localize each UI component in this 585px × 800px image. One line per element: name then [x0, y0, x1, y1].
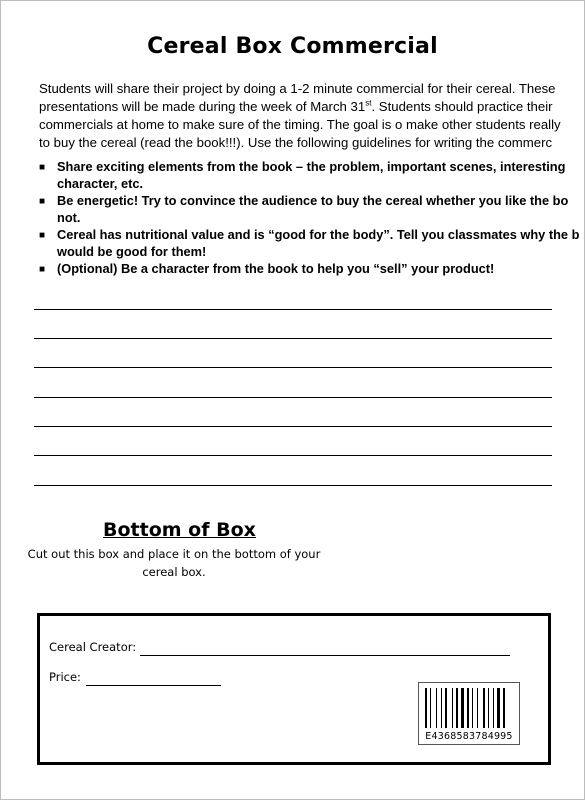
instruction-line: cereal box.: [142, 565, 206, 579]
page-title: Cereal Box Commercial: [147, 34, 438, 59]
list-item-text: Be energetic! Try to convince the audience to buy the cereal whether you like the bo: [57, 193, 569, 208]
intro-line: [39, 98, 585, 116]
barcode-bar: [425, 688, 427, 728]
list-item: [39, 226, 585, 260]
guidelines-list: [39, 158, 585, 278]
writing-line: [34, 397, 552, 398]
barcode-bar: [441, 688, 442, 728]
barcode-bar: [493, 688, 494, 728]
barcode-bar: [436, 688, 437, 728]
barcode-bar: [461, 688, 464, 728]
list-item: [39, 192, 585, 226]
barcode-bar: [445, 688, 447, 728]
barcode-bar: [430, 688, 431, 728]
barcode-bar: [497, 688, 500, 728]
barcode-bar: [452, 688, 453, 728]
cereal-creator-line: [140, 655, 510, 656]
barcode-bar: [472, 688, 473, 728]
barcode-bar: [488, 688, 489, 728]
intro-line-text: . Students should practice their: [371, 99, 553, 114]
intro-line: commercials at home to make sure of the timing. The goal is o make other students really: [39, 117, 561, 132]
cereal-creator-label: Cereal Creator:: [49, 640, 137, 654]
list-item-text: character, etc.: [57, 176, 144, 191]
date-superscript: st: [365, 98, 372, 108]
writing-line: [34, 426, 552, 427]
barcode-bars-icon: [425, 688, 513, 728]
list-item-text: Cereal has nutritional value and is “good for the body”. Tell you classmates why the b: [57, 227, 580, 242]
list-item-text: Share exciting elements from the book – the problem, important scenes, interesting: [57, 159, 566, 174]
writing-line: [34, 309, 552, 310]
list-item-text: not.: [57, 210, 81, 225]
instruction-line: Cut out this box and place it on the bottom of your: [27, 547, 321, 561]
barcode-bar: [467, 688, 469, 728]
barcode-number: E4368583784995: [425, 731, 513, 742]
list-item: [39, 158, 585, 192]
price-label: Price:: [49, 670, 81, 684]
bullet-icon: ■: [39, 162, 46, 173]
intro-line: to buy the cereal (read the book!!!). Use the following guidelines for writing the commerc: [39, 135, 553, 150]
bullet-icon: ■: [39, 196, 46, 207]
list-item-text: (Optional) Be a character from the book to help you “sell” your product!: [57, 261, 495, 276]
barcode-bar: [483, 688, 485, 728]
cutout-instructions: [0, 545, 348, 581]
barcode-bar: [503, 688, 505, 728]
cutout-label-box: [37, 613, 551, 765]
price-line: [86, 685, 221, 686]
writing-line: [34, 367, 552, 368]
bullet-icon: ■: [39, 264, 46, 275]
intro-line: Students will share their project by doing a 1-2 minute commercial for their cereal. These: [39, 81, 556, 96]
barcode: [418, 682, 520, 745]
bottom-of-box-heading: Bottom of Box: [103, 519, 256, 541]
intro-line-text: presentations will be made during the week of March 31: [39, 99, 366, 114]
barcode-bar: [456, 688, 458, 728]
list-item: [39, 260, 585, 278]
writing-line: [34, 485, 552, 486]
intro-paragraph: [39, 80, 585, 152]
barcode-bar: [477, 688, 478, 728]
bullet-icon: ■: [39, 230, 46, 241]
writing-line: [34, 338, 552, 339]
list-item-text: would be good for them!: [57, 244, 207, 259]
writing-line: [34, 455, 552, 456]
